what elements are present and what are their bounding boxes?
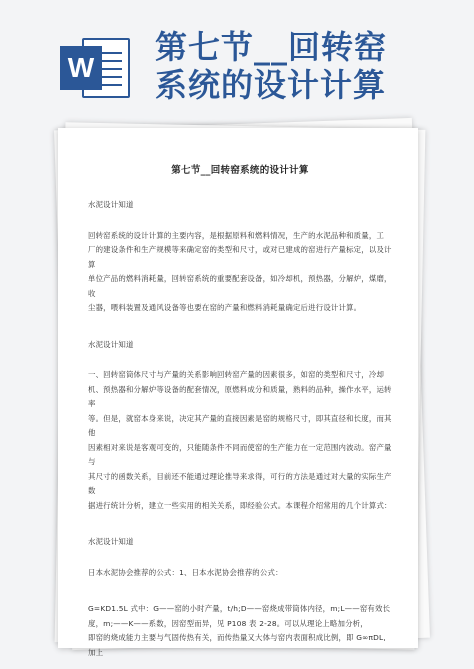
section-heading: 水泥设计知道 [88,339,134,349]
paragraph-line: 度，m;——K——系数，因窑型而异，见 P108 表 2-28。可以从理论上略加分析， [88,618,368,628]
word-document-icon [60,38,130,98]
section-heading: 水泥设计知道 [88,537,134,546]
paragraph-line: 回转窑系统的设计计算的主要内容，是根据原料和燃料情况，生产的水泥品种和质量，工 [88,230,385,240]
paragraph-line: 日本水泥协会推荐的公式：1、日本水泥协会推荐的公式： [88,567,283,577]
paragraph-line: 因素相对来说是客观可变的，只能随条件不同而使窑的生产能力在一定范围内波动。窑产量与 [88,442,392,466]
word-icon-letter: W [60,46,102,90]
paragraph-line: 一、回转窑筒体尺寸与产量的关系影响回转窑产量的因素很多，如窑的类型和尺寸，冷却 [88,370,385,379]
document-title: 第七节__回转窑系统的设计计算 [171,165,309,176]
paragraph-line: 机、预热器和分解炉等设备的配套情况，原燃料成分和质量，熟料的品种，操作水平，运转率 [88,384,392,408]
paragraph-line: 单位产品的燃料消耗量，回转窑系统的重要配套设备，如冷却机，预热器，分解炉，煤磨，收 [88,274,392,298]
paragraph-line: 其尺寸的函数关系，目前还不能通过理论推导来求得，可行的方法是通过对大量的实际生产数 [88,471,392,495]
paragraph-line: 即窑的烧成能力主要与气固传热有关，而传热量又大体与窑内表面积成比例，即 G∞πDL,加上 [88,633,386,657]
hero-title-line1: 第七节__回转窑 [155,28,388,66]
paragraph-line: 据进行统计分析，建立一些实用的相关关系，即经验公式。本课程介绍常用的几个计算式： [88,500,392,510]
paragraph-line: 厂的建设条件和生产规模等来确定窑的类型和尺寸，或对已建成的窑进行产量标定，以及计算 [88,245,392,269]
hero-title [155,28,455,104]
paragraph-line: 等。但是，就窑本身来说，决定其产量的直接因素是窑的规格尺寸，即其直径和长度，而其他 [88,413,392,437]
paragraph-line: 尘器，喂料装置及通风设备等也要在窑的产量和燃料消耗量确定后进行设计计算。 [88,303,362,312]
section-heading: 水泥设计知道 [88,200,134,209]
document-page [58,128,418,657]
hero-title-line2: 系统的设计计算 [155,66,387,104]
header-banner [0,0,474,120]
paragraph-line: G=KD1.5L 式中：G——窑的小时产量，t/h;D——窑烧成带筒体内径，m;L——窑有效长 [88,604,391,613]
